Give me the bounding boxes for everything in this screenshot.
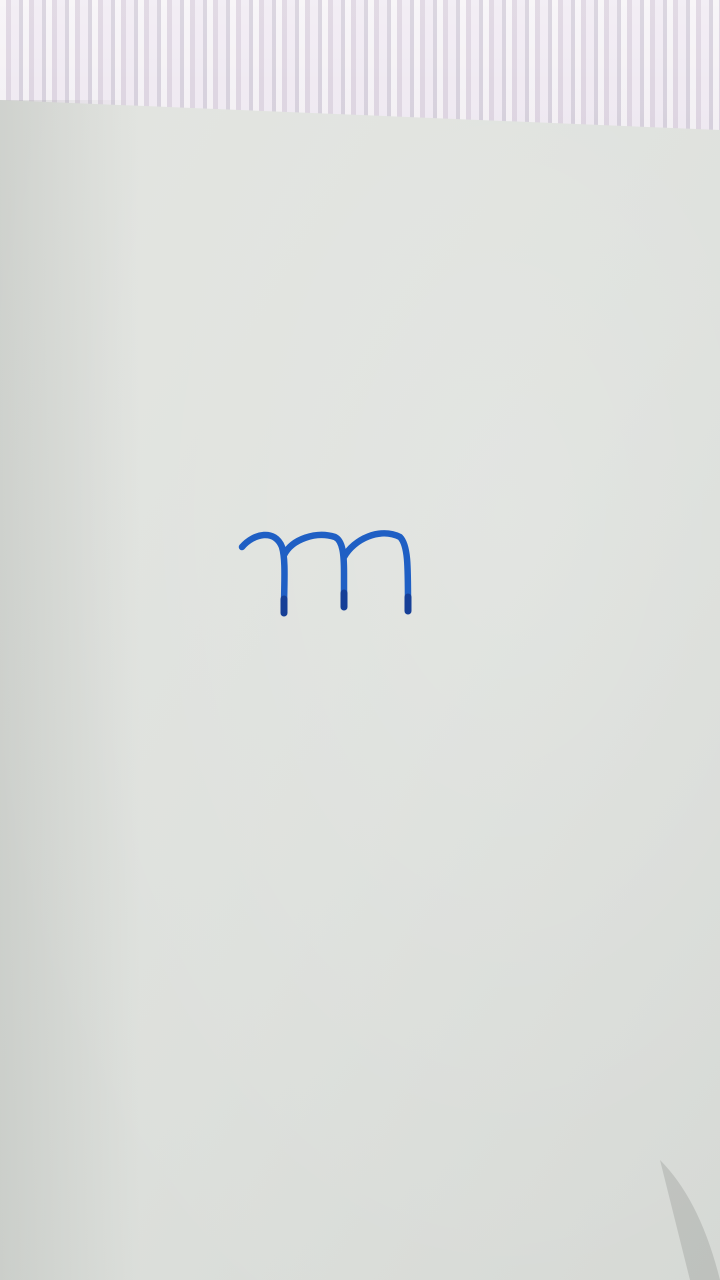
handwritten-m-glyph (230, 515, 420, 625)
handwritten-letter (230, 515, 420, 625)
